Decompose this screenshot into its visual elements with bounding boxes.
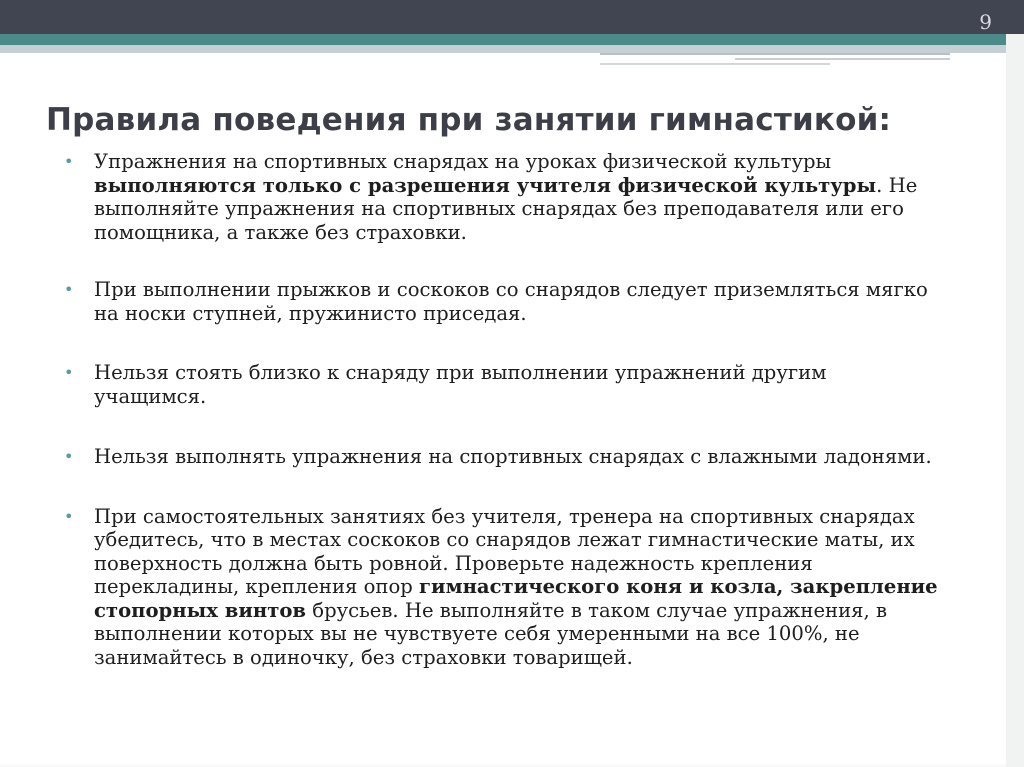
list-item-text: . (876, 173, 883, 197)
header-accent-line (600, 63, 830, 65)
slide-number: 9 (979, 10, 992, 34)
list-item-text: Нельзя выполнять упражнения на спортивных снарядах с влажными ладонями. (94, 445, 932, 468)
header-dark-bar (0, 0, 1024, 34)
list-item (64, 278, 944, 325)
header-light-band (0, 45, 1006, 53)
list-item-bold-text: выполняются только с разрешения учителя физической культуры (94, 173, 877, 197)
bullet-icon: • (64, 280, 74, 299)
slide-edge-shadow (1006, 34, 1024, 767)
list-item (64, 505, 944, 670)
list-item-bold-text: гимнастического коня и козла, закрепление стопорных винтов (94, 575, 938, 622)
bullet-icon: • (64, 152, 74, 171)
bullet-icon: • (64, 363, 74, 382)
list-item (64, 361, 944, 408)
list-item-text: брусьев. Не выполняйте в таком случае упражнения, в выполнении которых вы не чувствуете себя умеренными на все 100%, не занимайтесь в одиночку, без страховки товарищей. (94, 598, 888, 669)
list-item-text: Упражнения на спортивных снарядах на уроках физической культуры (94, 150, 832, 173)
list-item-text: Не выполняйте упражнения на спортивных снарядах без преподавателя или его помощника, а также без страховки. (94, 173, 918, 244)
header-accent-line (735, 58, 950, 60)
bullet-icon: • (64, 506, 74, 526)
bullet-icon: • (64, 447, 74, 466)
list-item (64, 445, 944, 469)
list-item-text: При самостоятельных занятиях без учителя, тренера на спортивных снарядах убедитесь, что в местах соскоков со снарядов лежат гимнастические маты, их поверхность должна быть ровной. Проверьте надежность крепления перекладины, крепления опор (94, 504, 915, 598)
bullet-list (64, 150, 944, 669)
slide-title: Правила поведения при занятии гимнастикой: (46, 102, 892, 138)
header-teal-band (0, 34, 1006, 45)
header-accent-line (600, 53, 950, 55)
list-item-text: Нельзя стоять близко к снаряду при выполнении упражнений другим учащимся. (94, 361, 827, 408)
list-item (64, 150, 944, 244)
list-item-text: При выполнении прыжков и соскоков со снарядов следует приземляться мягко на носки ступней, пружинисто приседая. (94, 278, 928, 325)
